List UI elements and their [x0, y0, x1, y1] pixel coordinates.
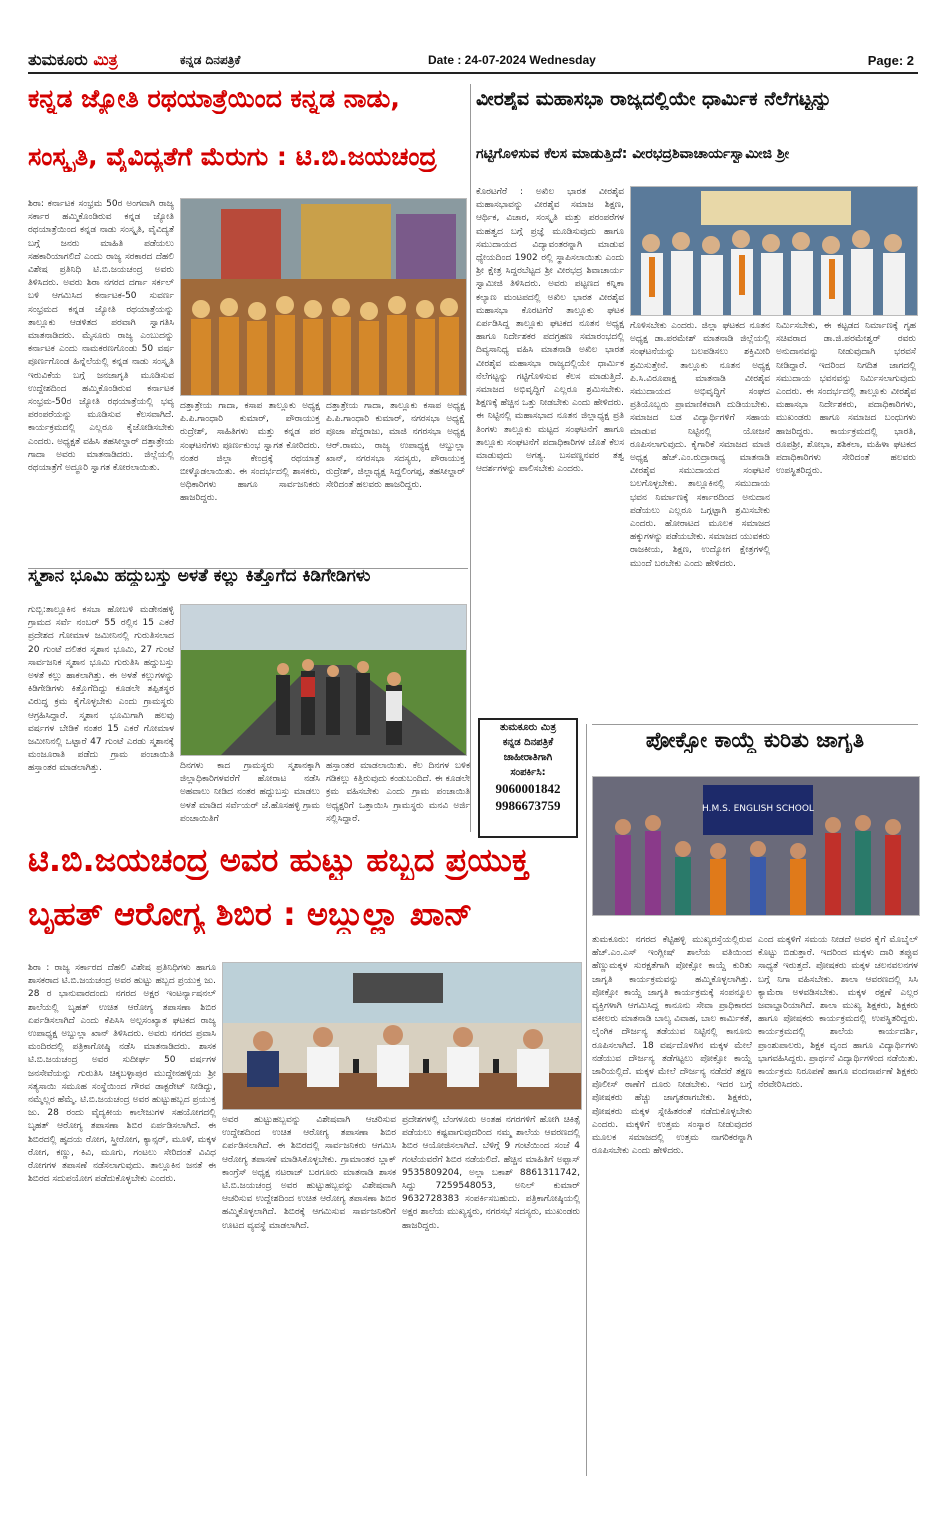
article5-column3: ಪ್ರದೇಶಗಳಲ್ಲಿ ಬೆಂಗಳೂರು ಅಂತಹ ನಗರಗಳಿಗೆ ಹೋಗಿ ಚಿಕಿತ್ಸೆ ಪಡೆಯಲು ಕಷ್ಟವಾಗುವುದರಿಂದ ನಮ್ಮ ಶಾಲೆಯ ಆವರಣದಲ್ಲಿ ಶಿಬಿರ ಆಯೋಜಿಸಲಾಗಿದೆ. ಬೆಳಿಗ್ಗೆ 9 ಗಂಟೆಯಿಂದ ಸಂಜೆ 4 ಗಂಟೆಯವರೆಗೆ ಶಿಬಿರ ನಡೆಯಲಿದೆ. ಹೆಚ್ಚಿನ ಮಾಹಿತಿಗೆ ಅಪ್ಪಾಸ್ 9535809204, ಅಲ್ಲಾ ಬಕಾಶ್ 8861311742, ಸಿದ್ದು 7259548053, ಅನಿಲ್ ಕುಮಾರ್ 9632728383 ಸಂಪರ್ಕಿಸಬಹುದು. ಪತ್ರಿಕಾಗೋಷ್ಠಿಯಲ್ಲಿ ಅಕ್ಷರ ಶಾಲೆಯ ಮುಖ್ಯಸ್ಥರು, ನಗರಸಭೆ ಸದಸ್ಯರು, ಮುಖಂಡರು ಹಾಜರಿದ್ದರು. — [402, 1115, 580, 1231]
crematorium-site-photo — [180, 604, 467, 756]
school-banner-text: H.M.S. ENGLISH SCHOOL — [702, 804, 814, 814]
ad-phone-2: 9986673759 — [495, 798, 561, 813]
ad-paper-tagline: ಕನ್ನಡ ದಿನಪತ್ರಿಕೆ — [502, 737, 554, 748]
crematorium-site-photo-graphic — [181, 605, 466, 755]
article5-column2: ಅವರ ಹುಟ್ಟುಹಬ್ಬವನ್ನು ವಿಶೇಷವಾಗಿ ಆಚರಿಸುವ ಉದ್ದೇಶದಿಂದ ಉಚಿತ ಆರೋಗ್ಯ ತಪಾಸಣಾ ಶಿಬಿರ ಏರ್ಪಡಿಸಲಾಗಿದೆ. ಈ ಶಿಬಿರದಲ್ಲಿ ಸಾರ್ವಜನಿಕರು ಆಗಮಿಸಿ ಆರೋಗ್ಯ ತಪಾಸಣೆ ಮಾಡಿಸಿಕೊಳ್ಳಬೇಕು. ಗ್ರಾಮಾಂತರ ಬ್ಲಾಕ್ ಕಾಂಗ್ರೆಸ್ ಅಧ್ಯಕ್ಷ ನಟರಾಜ್ ಬರಗೂರು ಮಾತನಾಡಿ ಶಾಸಕ ಟಿ.ಬಿ.ಜಯಚಂದ್ರ ಅವರ ಹುಟ್ಟುಹಬ್ಬವನ್ನು ವಿಶೇಷವಾಗಿ ಆಚರಿಸುವ ಉದ್ದೇಶದಿಂದ ಉಚಿತ ಆರೋಗ್ಯ ತಪಾಸಣಾ ಶಿಬಿರ ಹಮ್ಮಿಕೊಳ್ಳಲಾಗಿದೆ. ಶಿಬಿರಕ್ಕೆ ಆಗಮಿಸುವ ಸಾರ್ವಜನಿಕರಿಗೆ ಊಟದ ವ್ಯವಸ್ಥೆ ಮಾಡಲಾಗಿದೆ. — [222, 1115, 396, 1231]
paper-name-part2: ಮಿತ್ರ — [93, 50, 118, 69]
article2-column1: ಕೊರಟಗೆರೆ : ಅಖಿಲ ಭಾರತ ವೀರಶೈವ ಮಹಾಸಭಾವನ್ನು ವೀರಶೈವ ಸಮಾಜ ಶಿಕ್ಷಣ, ಆರ್ಥಿಕ, ವಿಚಾರ, ಸಂಸ್ಕೃತಿ ಮತ್ತು ಪರಂಪರೆಗಳ ಮಹತ್ವದ ಬಗ್ಗೆ ಪ್ರಜ್ಞೆ ಮೂಡಿಸುವುದು ಹಾಗೂ ಸಮುದಾಯದ ವಿದ್ಯಾವಂತರನ್ನಾಗಿ ಮಾಡುವ ಧ್ಯೇಯದಿಂದ 1902 ರಲ್ಲಿ ಸ್ಥಾಪಿಸಲಾಯಿತು ಎಂದು ಶ್ರೀ ಕ್ಷೇತ್ರ ಸಿದ್ದರಬೆಟ್ಟದ ಶ್ರೀ ವೀರಭದ್ರ ಶಿವಾಚಾರ್ಯ ಸ್ವಾಮೀಜಿ ತಿಳಿಸಿದರು. ಅವರು ಪಟ್ಟಣದ ಕನ್ನಿಕಾ ಕಲ್ಯಾಣ ಮಂಟಪದಲ್ಲಿ ಅಖಿಲ ಭಾರತ ವೀರಶೈವ ಮಹಾಸಭಾ ಕೊರಟಗೆರೆ ತಾಲ್ಲೂಕು ಘಟಕ ಏರ್ಪಡಿಸಿದ್ದ ತಾಲ್ಲೂಕು ಘಟಕದ ನೂತನ ಅಧ್ಯಕ್ಷ ಹಾಗೂ ನಿರ್ದೇಶಕರ ಪದಗ್ರಹಣ ಸಮಾರಂಭದಲ್ಲಿ ದಿವ್ಯಸಾನಿಧ್ಯ ವಹಿಸಿ ಮಾತನಾಡಿ ಅಖಿಲ ಭಾರತ ವೀರಶೈವ ಮಹಾಸಭಾ ರಾಜ್ಯದಲ್ಲಿಯೇ ಧಾರ್ಮಿಕ ನೆಲೆಗಟ್ಟನ್ನು ಗಟ್ಟಿಗೊಳಿಸುವ ಕೆಲಸ ಮಾಡುತ್ತಿದೆ. ಸಮಾಜದ ಅಭಿವೃದ್ಧಿಗೆ ಎಲ್ಲರೂ ಶ್ರಮಿಸಬೇಕು. ಶಿಕ್ಷಣಕ್ಕೆ ಹೆಚ್ಚಿನ ಒತ್ತು ನೀಡಬೇಕು ಎಂದು ಹೇಳಿದರು. ಈ ನಿಟ್ಟಿನಲ್ಲಿ ಮಹಾಸಭಾದ ನೂತನ ಜಿಲ್ಲಾಧ್ಯಕ್ಷ ಪ್ರತಿ ತಿಂಗಳು ತಾಲ್ಲೂಕು ಮಟ್ಟದ ಸಂಘಟನೆಗೆ ಹಾಗೂ ತಾಲ್ಲೂಕು ಸಂಘಟನೆಗೆ ಪದಾಧಿಕಾರಿಗಳ ಜೊತೆ ಕೆಲಸ ಮಾಡುವುದು ಅಗತ್ಯ. ಬಸವಣ್ಣನವರ ತತ್ವ ಆದರ್ಶಗಳನ್ನು ಪಾಲಿಸಬೇಕು ಎಂದರು. — [476, 187, 624, 475]
page-number: Page: 2 — [867, 53, 914, 68]
article4-column2: ಎಂದ ಮಕ್ಕಳಿಗೆ ಸಮಯ ನೀಡದೆ ಅವರ ಕೈಗೆ ಮೊಬೈಲ್ ಕೊಟ್ಟು ಬಿಡುತ್ತಾರೆ. ಇದರಿಂದ ಮಕ್ಕಳು ದಾರಿ ತಪ್ಪುವ ಸಾಧ್ಯತೆ ಇರುತ್ತದೆ. ಪೋಷಕರು ಮಕ್ಕಳ ಚಲನವಲನಗಳ ಬಗ್ಗೆ ನಿಗಾ ವಹಿಸಬೇಕು. ಶಾಲಾ ಆವರಣದಲ್ಲಿ ಸಿಸಿ ಕ್ಯಾಮೆರಾ ಅಳವಡಿಸಬೇಕು. ಮಕ್ಕಳ ರಕ್ಷಣೆ ಎಲ್ಲರ ಜವಾಬ್ದಾರಿಯಾಗಿದೆ. ಶಾಲಾ ಮುಖ್ಯ ಶಿಕ್ಷಕರು, ಶಿಕ್ಷಕರು ಹಾಗೂ ಪೋಷಕರು ಕಾರ್ಯಕ್ರಮದಲ್ಲಿ ಉಪಸ್ಥಿತರಿದ್ದರು. ಕಾರ್ಯಕ್ರಮದಲ್ಲಿ ಶಾಲೆಯ ಕಾರ್ಯದರ್ಶಿ, ಪ್ರಾಂಶುಪಾಲರು, ಶಿಕ್ಷಕ ವೃಂದ ಹಾಗೂ ವಿದ್ಯಾರ್ಥಿಗಳು ಭಾಗವಹಿಸಿದ್ದರು. ಪ್ರಾರ್ಥನೆ ವಿದ್ಯಾರ್ಥಿಗಳಿಂದ ನಡೆಯಿತು. ಕಾರ್ಯಕ್ರಮ ನಿರೂಪಣೆ ಹಾಗೂ ವಂದನಾರ್ಪಣೆ ಶಿಕ್ಷಕರು ನೆರವೇರಿಸಿದರು. — [758, 935, 918, 1091]
rathayatra-photo-graphic — [181, 199, 466, 395]
ad-paper-name: ತುಮಕೂರು ಮಿತ್ರ — [499, 722, 557, 733]
masthead — [28, 50, 918, 74]
ad-purpose: ಜಾಹೀರಾತಿಗಾಗಿ — [503, 752, 553, 763]
article4-column1: ತುಮಕೂರು: ನಗರದ ಕೆಟ್ಟಿಹಳ್ಳಿ ಮುಖ್ಯರಸ್ತೆಯಲ್ಲಿರುವ ಹೆಚ್.ಎಂ.ಎಸ್ ಇಂಗ್ಲೀಷ್ ಶಾಲೆಯ ವತಿಯಿಂದ ಹೆಣ್ಣುಮಕ್ಕಳ ಸುರಕ್ಷತೆಗಾಗಿ ಪೋಕ್ಸೋ ಕಾಯ್ದೆ ಕುರಿತು ಜಾಗೃತಿ ಕಾರ್ಯಕ್ರಮವನ್ನು ಹಮ್ಮಿಕೊಳ್ಳಲಾಗಿತ್ತು. ಪೋಕ್ಸೋ ಕಾಯ್ದೆ ಜಾಗೃತಿ ಕಾರ್ಯಕ್ರಮಕ್ಕೆ ಸಂಪನ್ಮೂಲ ವ್ಯಕ್ತಿಗಳಾಗಿ ಆಗಮಿಸಿದ್ದ ಕಾನೂನು ಸೇವಾ ಪ್ರಾಧಿಕಾರದ ವಕೀಲರು ಮಾತನಾಡಿ ಬಾಲ್ಯ ವಿವಾಹ, ಬಾಲ ಕಾರ್ಮಿಕತೆ, ಲೈಂಗಿಕ ದೌರ್ಜನ್ಯ ತಡೆಯುವ ನಿಟ್ಟಿನಲ್ಲಿ ಕಾನೂನು ರೂಪಿಸಲಾಗಿದೆ. 18 ವರ್ಷದೊಳಗಿನ ಮಕ್ಕಳ ಮೇಲೆ ನಡೆಯುವ ದೌರ್ಜನ್ಯ ತಡೆಗಟ್ಟಲು ಪೋಕ್ಸೋ ಕಾಯ್ದೆ ಜಾರಿಯಲ್ಲಿದೆ. ಮಕ್ಕಳ ಮೇಲೆ ದೌರ್ಜನ್ಯ ನಡೆದರೆ ತಕ್ಷಣ ಪೊಲೀಸ್ ಠಾಣೆಗೆ ದೂರು ನೀಡಬೇಕು. ಇದರ ಬಗ್ಗೆ ಪೋಷಕರು ಹೆಚ್ಚು ಜಾಗೃತರಾಗಬೇಕು. ಶಿಕ್ಷಕರು, ಪೋಷಕರು ಮಕ್ಕಳ ಸ್ನೇಹಿತರಂತೆ ನಡೆದುಕೊಳ್ಳಬೇಕು ಎಂದರು. ಮಕ್ಕಳಿಗೆ ಉತ್ತಮ ಸಂಸ್ಕಾರ ನೀಡುವುದರ ಮೂಲಕ ಸಮಾಜದಲ್ಲಿ ಉತ್ತಮ ನಾಗರಿಕರನ್ನಾಗಿ ರೂಪಿಸಬೇಕು ಎಂದು ಹೇಳಿದರು. — [592, 935, 752, 1157]
article1-column3: ದತ್ತಾತ್ರೇಯ ಗಾದಾ, ತಾಲ್ಲೂಕು ಕಸಾಪ ಅಧ್ಯಕ್ಷ ಪಿ.ಪಿ.ಗಾಂಧಾರಿ ಕುಮಾರ್, ನಗರಸಭಾ ಅಧ್ಯಕ್ಷೆ ಪೂಜಾ ಪೆದ್ದರಾಜು, ಮಾಜಿ ನಗರಸಭಾ ಅಧ್ಯಕ್ಷ ಆರ್.ರಾಮು, ರಾಜ್ಯ ಉಪಾಧ್ಯಕ್ಷ ಆಬ್ದುಲ್ಲಾ ಖಾನ್, ನಗರಸಭಾ ಸದಸ್ಯರು, ಪೌರಾಯುಕ್ತ ರುದ್ರೇಶ್, ಜಿಲ್ಲಾಧ್ಯಕ್ಷ ಸಿದ್ದಲಿಂಗಪ್ಪ, ತಹಸೀಲ್ದಾರ್ ಸೇರಿದಂತೆ ಹಲವರು ಹಾಜರಿದ್ದರು. — [326, 401, 465, 491]
school-event-photo-graphic — [593, 777, 919, 915]
column-divider-1 — [470, 84, 471, 832]
column-divider-2 — [586, 724, 587, 1476]
article2-headline-line2: ಗಟ್ಟಿಗೊಳಿಸುವ ಕೆಲಸ ಮಾಡುತ್ತಿದೆ: ವೀರಭದ್ರಶಿವಾಚಾರ್ಯಸ್ವಾಮೀಜಿ ಶ್ರೀ — [476, 146, 790, 162]
article5-column1: ಶಿರಾ : ರಾಜ್ಯ ಸರ್ಕಾರದ ದೆಹಲಿ ವಿಶೇಷ ಪ್ರತಿನಿಧಿಗಳು ಹಾಗೂ ಶಾಸಕರಾದ ಟಿ.ಬಿ.ಜಯಚಂದ್ರ ಅವರ ಹುಟ್ಟು ಹಬ್ಬದ ಪ್ರಯುಕ್ತ ಜು. 28 ರ ಭಾನುವಾರದಂದು ನಗರದ ಅಕ್ಷರ ಇಂಟರ್ನ್ಯಾಷನಲ್ ಶಾಲೆಯಲ್ಲಿ ಬೃಹತ್ ಉಚಿತ ಆರೋಗ್ಯ ತಪಾಸಣಾ ಶಿಬಿರ ಏರ್ಪಡಿಸಲಾಗಿದೆ ಎಂದು ಕೆಪಿಸಿಸಿ ಅಲ್ಪಸಂಖ್ಯಾತ ಘಟಕದ ರಾಜ್ಯ ಉಪಾಧ್ಯಕ್ಷ ಅಬ್ದುಲ್ಲಾ ಖಾನ್ ತಿಳಿಸಿದರು. ಅವರು ನಗರದ ಪ್ರವಾಸಿ ಮಂದಿರದಲ್ಲಿ ಪತ್ರಿಕಾಗೋಷ್ಠಿ ನಡೆಸಿ ಮಾತನಾಡಿದರು. ಶಾಸಕ ಟಿ.ಬಿ.ಜಯಚಂದ್ರ ಅವರ ಸುದೀರ್ಘ 50 ವರ್ಷಗಳ ಜನಸೇವೆಯನ್ನು ಗುರುತಿಸಿ ಚಿಕ್ಕಬಳ್ಳಾಪುರ ಮುದ್ದೇನಹಳ್ಳಿಯ ಶ್ರೀ ಸತ್ಯಸಾಯಿ ಸಮೂಹ ಸಂಸ್ಥೆಯಿಂದ ಗೌರವ ಡಾಕ್ಟರೇಟ್ ನೀಡಿದ್ದು, ನಮ್ಮೆಲ್ಲರ ಹೆಮ್ಮೆ. ಟಿ.ಬಿ.ಜಯಚಂದ್ರ ಅವರ ಹುಟ್ಟುಹಬ್ಬದ ಪ್ರಯುಕ್ತ ಜು. 28 ರಂದು ವೈದ್ಯಕೀಯ ಕಾಲೇಜುಗಳ ಸಹಯೋಗದಲ್ಲಿ ಬೃಹತ್ ಆರೋಗ್ಯ ತಪಾಸಣಾ ಶಿಬಿರ ಏರ್ಪಡಿಸಲಾಗಿದೆ. ಈ ಶಿಬಿರದಲ್ಲಿ ಹೃದಯ ರೋಗ, ಸ್ತ್ರೀರೋಗ, ಕ್ಯಾನ್ಸರ್, ಮೂಳೆ, ಮಕ್ಕಳ ರೋಗ, ಕಣ್ಣು, ಕಿವಿ, ಮೂಗು, ಗಂಟಲು ಸೇರಿದಂತೆ ವಿವಿಧ ರೋಗಗಳ ತಪಾಸಣೆ ನಡೆಸಲಾಗುವುದು. ತಾಲ್ಲೂಕಿನ ಜನತೆ ಈ ಶಿಬಿರದ ಸದುಪಯೋಗ ಪಡೆದುಕೊಳ್ಳಬೇಕು ಎಂದರು. — [28, 963, 216, 1185]
article1-headline-line2: ಸಂಸ್ಕೃತಿ, ವೈವಿದ್ಯತೆಗೆ ಮೆರುಗು : ಟಿ.ಬಿ.ಜಯಚಂದ್ರ — [28, 142, 437, 171]
article3-column1: ಗುಬ್ಬಿ:ತಾಲ್ಲೂಕಿನ ಕಸಬಾ ಹೋಬಳಿ ಮಡೇನಹಳ್ಳಿ ಗ್ರಾಮದ ಸರ್ವೆ ನಂಬರ್ 55 ರಲ್ಲಿನ 15 ಎಕರೆ ಪ್ರದೇಶದ ಗೋಮಾಳ ಜಮೀನಿನಲ್ಲಿ ಗುರುತಿಸಲಾದ 20 ಗುಂಟೆ ದಲಿತರ ಸ್ಮಶಾನ ಭೂಮಿ, 27 ಗುಂಟೆ ಸಾರ್ವಜನಿಕ ಸ್ಮಶಾನ ಭೂಮಿ ಗುರುತಿಸಿ ಹದ್ದುಬಸ್ತು ಅಳತೆ ಕಲ್ಲು ಹಾಕಲಾಗಿತ್ತು. ಈ ಅಳತೆ ಕಲ್ಲುಗಳನ್ನು ಕಿಡಿಗೇಡಿಗಳು ಕಿತ್ತೊಗೆದಿದ್ದು ಕೂಡಲೇ ತಪ್ಪಿತಸ್ಥರ ವಿರುದ್ಧ ಕ್ರಮ ಕೈಗೊಳ್ಳಬೇಕು ಎಂದು ಗ್ರಾಮಸ್ಥರು ಆಗ್ರಹಿಸಿದ್ದಾರೆ. ಸ್ಮಶಾನ ಭೂಮಿಗಾಗಿ ಹಲವು ವರ್ಷಗಳ ಬೇಡಿಕೆ ನಂತರ 15 ಎಕರೆ ಗೋಮಾಳ ಜಮೀನಿನಲ್ಲಿ ಒಟ್ಟಾರೆ 47 ಗುಂಟೆ ಎರಡು ಸ್ಮಶಾನಕ್ಕೆ ಮಂಜೂರಾತಿ ಪಡೆದು ಗ್ರಾಮ ಪಂಚಾಯಿತಿ ಹಸ್ತಾಂತರ ಮಾಡಲಾಗಿತ್ತು. — [28, 605, 174, 774]
article3-column2: ದಿನಗಳು ಕಾದ ಗ್ರಾಮಸ್ಥರು ಸ್ಮಶಾನಕ್ಕಾಗಿ ಜಿಲ್ಲಾಧಿಕಾರಿಗಳವರೆಗೆ ಹೋರಾಟ ನಡೆಸಿ ಅಹವಾಲು ನೀಡಿದ ನಂತರ ಹದ್ದುಬಸ್ತು ಮಾಡಲು ಅಳತೆ ಮಾಡಿದ ಸರ್ವೆಯರ್ ಜೆ.ಹೊಸಹಳ್ಳಿ ಗ್ರಾಮ ಪಂಚಾಯಿತಿಗೆ — [180, 761, 320, 824]
article2-headline-line1: ವೀರಶೈವ ಮಹಾಸಭಾ ರಾಜ್ಯದಲ್ಲಿಯೇ ಧಾರ್ಮಿಕ ನೆಲೆಗಟ್ಟನ್ನು — [476, 88, 832, 110]
issue-date: Date : 24-07-2024 Wednesday — [428, 53, 596, 67]
advertisement-box — [478, 718, 578, 838]
article2-column3: ನಿರ್ಮಿಸಬೇಕು, ಈ ಕಟ್ಟಡದ ನಿರ್ಮಾಣಕ್ಕೆ ಗೃಹ ಸಚಿವರಾದ ಡಾ.ಜಿ.ಪರಮೇಶ್ವರ್ ರವರು ಅನುದಾನವನ್ನು ನೀಡುವುದಾಗಿ ಭರವಸೆ ನೀಡಿದ್ದಾರೆ. ಇದರಿಂದ ನಿಗದಿತ ಜಾಗದಲ್ಲಿ ಸಮುದಾಯ ಭವನವನ್ನು ನಿರ್ಮಿಸಲಾಗುವುದು ಎಂದರು. ಈ ಸಂದರ್ಭದಲ್ಲಿ ತಾಲ್ಲೂಕು ವೀರಶೈವ ಮಹಾಸಭಾ ನಿರ್ದೇಶಕರು, ಪದಾಧಿಕಾರಿಗಳು, ಮುಖಂಡರು ಹಾಗೂ ಸಮಾಜದ ಬಂಧುಗಳು ಹಾಜರಿದ್ದರು. ಕಾರ್ಯಕ್ರಮದಲ್ಲಿ ಭಾರತಿ, ರೂಪಶ್ರೀ, ಶೋಭಾ, ಶಶಿಕಲಾ, ಮಹಿಳಾ ಘಟಕದ ಪದಾಧಿಕಾರಿಗಳು ಸೇರಿದಂತೆ ಹಲವರು ಉಪಸ್ಥಿತರಿದ್ದರು. — [776, 321, 916, 477]
article4-top-rule — [592, 724, 918, 725]
article4-headline: ಪೋಕ್ಸೋ ಕಾಯ್ದೆ ಕುರಿತು ಜಾಗೃತಿ — [645, 728, 865, 752]
article1-column2: ದತ್ತಾತ್ರೇಯ ಗಾದಾ, ಕಸಾಪ ತಾಲ್ಲೂಕು ಅಧ್ಯಕ್ಷ ಪಿ.ಪಿ.ಗಾಂಧಾರಿ ಕುಮಾರ್, ಪೌರಾಯುಕ್ತ ರುದ್ರೇಶ್, ಸಾಹಿತಿಗಳು ಮತ್ತು ಕನ್ನಡ ಪರ ಸಂಘಟನೆಗಳು ಪೂರ್ಣಕುಂಭ ಸ್ವಾಗತ ಕೋರಿದರು. ನಂತರ ಜಿಲ್ಲಾ ಕೇಂದ್ರಕ್ಕೆ ರಥಯಾತ್ರೆ ಬೀಳ್ಕೊಡಲಾಯಿತು. ಈ ಸಂದರ್ಭದಲ್ಲಿ ಶಾಸಕರು, ಅಧಿಕಾರಿಗಳು ಹಾಗೂ ಸಾರ್ವಜನಿಕರು ಹಾಜರಿದ್ದರು. — [180, 401, 320, 504]
ad-contact-label: ಸಂಪರ್ಕಿಸಿ: — [510, 767, 546, 778]
press-meet-photo — [222, 962, 582, 1110]
article5-headline-line1: ಟಿ.ಬಿ.ಜಯಚಂದ್ರ ಅವರ ಹುಟ್ಟು ಹಬ್ಬದ ಪ್ರಯುಕ್ತ — [28, 842, 530, 879]
article3-column3: ಹಸ್ತಾಂತರ ಮಾಡಲಾಯಿತು. ಕೆಲ ದಿನಗಳ ಬಳಿಕ ಗಡಿಕಲ್ಲು ಕಿತ್ತಿರುವುದು ಕಂಡುಬಂದಿದೆ. ಈ ಕೂಡಲೇ ಕ್ರಮ ವಹಿಸಬೇಕು ಎಂದು ಗ್ರಾಮ ಪಂಚಾಯಿತಿ ಅಧ್ಯಕ್ಷರಿಗೆ ಒತ್ತಾಯಿಸಿ ಗ್ರಾಮಸ್ಥರು ಮನವಿ ಅರ್ಜಿ ಸಲ್ಲಿಸಿದ್ದಾರೆ. — [326, 761, 470, 824]
article1-headline-line1: ಕನ್ನಡ ಜ್ಯೋತಿ ರಥಯಾತ್ರೆಯಿಂದ ಕನ್ನಡ ನಾಡು, — [28, 84, 400, 113]
paper-name — [28, 50, 118, 70]
article2-column2: ಗೊಳಿಸಬೇಕು ಎಂದರು. ಜಿಲ್ಲಾ ಘಟಕದ ನೂತನ ಅಧ್ಯಕ್ಷ ಡಾ.ಪರಮೇಶ್ ಮಾತನಾಡಿ ಜಿಲ್ಲೆಯಲ್ಲಿ ಸಂಘಟನೆಯನ್ನು ಬಲಪಡಿಸಲು ಶಕ್ತಿಮೀರಿ ಶ್ರಮಿಸುತ್ತೇನೆ. ತಾಲ್ಲೂಕು ನೂತನ ಅಧ್ಯಕ್ಷ ಪಿ.ಸಿ.ವಿರೂಪಾಕ್ಷ ಮಾತನಾಡಿ ವೀರಶೈವ ಸಮುದಾಯದ ಅಭಿವೃದ್ಧಿಗೆ ಸಂಘದ ಪ್ರತಿಯೊಬ್ಬರು ಪ್ರಾಮಾಣಿಕವಾಗಿ ದುಡಿಯಬೇಕು. ಸಮಾಜದ ಬಡ ವಿದ್ಯಾರ್ಥಿಗಳಿಗೆ ಸಹಾಯ ಮಾಡುವ ನಿಟ್ಟಿನಲ್ಲಿ ಯೋಜನೆ ರೂಪಿಸಲಾಗುವುದು. ಕೈಗಾರಿಕೆ ಸಮಾಜದ ಮಾಜಿ ಅಧ್ಯಕ್ಷ ಹೆಚ್.ಎಂ.ರುದ್ರಾರಾಧ್ಯ ಮಾತನಾಡಿ ವೀರಶೈವ ಸಮುದಾಯದ ಸಂಘಟನೆ ಬಲಗೊಳ್ಳಬೇಕು. ತಾಲ್ಲೂಕಿನಲ್ಲಿ ಸಮುದಾಯ ಭವನ ನಿರ್ಮಾಣಕ್ಕೆ ಸರ್ಕಾರದಿಂದ ಅನುದಾನ ಪಡೆಯಲು ಎಲ್ಲರೂ ಒಗ್ಗಟ್ಟಾಗಿ ಶ್ರಮಿಸಬೇಕು ಎಂದರು. ಹೋರಾಟದ ಮೂಲಕ ಸಮಾಜದ ಹಕ್ಕುಗಳನ್ನು ಪಡೆಯಬೇಕು. ಸಮಾಜದ ಯುವಕರು ರಾಜಕೀಯ, ಶಿಕ್ಷಣ, ಉದ್ಯೋಗ ಕ್ಷೇತ್ರಗಳಲ್ಲಿ ಮುಂದೆ ಬರಬೇಕು ಎಂದು ಹೇಳಿದರು. — [630, 321, 770, 569]
mahasabha-photo-graphic — [631, 187, 917, 315]
article5-headline-line2: ಬೃಹತ್ ಆರೋಗ್ಯ ಶಿಬಿರ : ಅಬ್ದುಲ್ಲಾ ಖಾನ್ — [28, 896, 473, 933]
article3-headline: ಸ್ಮಶಾನ ಭೂಮಿ ಹದ್ದುಬಸ್ತು ಅಳತೆ ಕಲ್ಲು ಕಿತ್ತೊಗೆದ ಕಿಡಿಗೇಡಿಗಳು — [28, 566, 371, 586]
rathayatra-photo — [180, 198, 467, 396]
article1-column1: ಶಿರಾ: ಕರ್ನಾಟಕ ಸಂಭ್ರಮ 50ರ ಅಂಗವಾಗಿ ರಾಜ್ಯ ಸರ್ಕಾರ ಹಮ್ಮಿಕೊಂಡಿರುವ ಕನ್ನಡ ಜ್ಯೋತಿ ರಥಯಾತ್ರೆಯಿಂದ ಕನ್ನಡ ನಾಡು ಸಂಸ್ಕೃತಿ, ವೈವಿದ್ಯತೆ ಬಗ್ಗೆ ಜನರು ಮಾಹಿತಿ ಪಡೆಯಲು ಸಹಕಾರಿಯಾಗಲಿದೆ ಎಂದು ರಾಜ್ಯ ಸರಕಾರದ ದೆಹಲಿ ವಿಶೇಷ ಪ್ರತಿನಿಧಿ ಟಿ.ಬಿ.ಜಯಚಂದ್ರ ಅವರು ತಿಳಿಸಿದರು. ಅವರು ಶಿರಾ ನಗರದ ದರ್ಗಾ ಸರ್ಕಲ್ ಬಳಿ ಆಗಮಿಸಿದ ಕರ್ನಾಟಕ-50 ಸುವರ್ಣ ಸಂಭ್ರಮದ ಕನ್ನಡ ಜ್ಯೋತಿ ರಥಯಾತ್ರೆಯನ್ನು ತಾಲ್ಲೂಕು ಆಡಳಿತದ ಪರವಾಗಿ ಸ್ವಾಗತಿಸಿ ಮಾತನಾಡಿದರು. ಮೈಸೂರು ರಾಜ್ಯ ಎಂಬುದನ್ನು ಕರ್ನಾಟಕ ಎಂದು ನಾಮಕರಣಗೊಂಡು 50 ವರ್ಷ ಪೂರ್ಣಗೊಂಡ ಹಿನ್ನೆಲೆಯಲ್ಲಿ ಕನ್ನಡ ನಾಡು ಸಂಸ್ಕೃತಿ ಇರುವಿಕೆಯ ಬಗ್ಗೆ ಜನಜಾಗೃತಿ ಮೂಡಿಸುವ ಉದ್ದೇಶದಿಂದ ಹಮ್ಮಿಕೊಂಡಿರುವ ಕರ್ನಾಟಕ ಸಂಭ್ರಮ-50ರ ಜ್ಯೋತಿ ರಥಯಾತ್ರೆಯಲ್ಲಿ ಭವ್ಯ ಪರಂಪರೆಯನ್ನು ಮೂಡಿಸುವ ಕೆಲಸವಾಗಿದೆ. ಕಾರ್ಯಕ್ರಮದಲ್ಲಿ ಎಲ್ಲರೂ ಕೈಜೋಡಿಸಬೇಕು ಎಂದರು. ಅಧ್ಯಕ್ಷತೆ ವಹಿಸಿ ತಹಸೀಲ್ದಾರ್ ದತ್ತಾತ್ರೇಯ ಗಾದಾ ಅವರು ಮಾತನಾಡಿದರು. ಜಿಲ್ಲೆಯಲ್ಲಿ ರಥಯಾತ್ರೆಗೆ ಅದ್ಧೂರಿ ಸ್ವಾಗತ ಕೋರಲಾಯಿತು. — [28, 199, 174, 474]
mahasabha-photo — [630, 186, 918, 316]
ad-phone-1: 9060001842 — [495, 781, 561, 796]
press-meet-photo-graphic — [223, 963, 581, 1109]
paper-tagline: ಕನ್ನಡ ದಿನಪತ್ರಿಕೆ — [180, 53, 241, 67]
paper-name-part1: ತುಮಕೂರು — [28, 50, 88, 69]
school-event-photo — [592, 776, 920, 916]
